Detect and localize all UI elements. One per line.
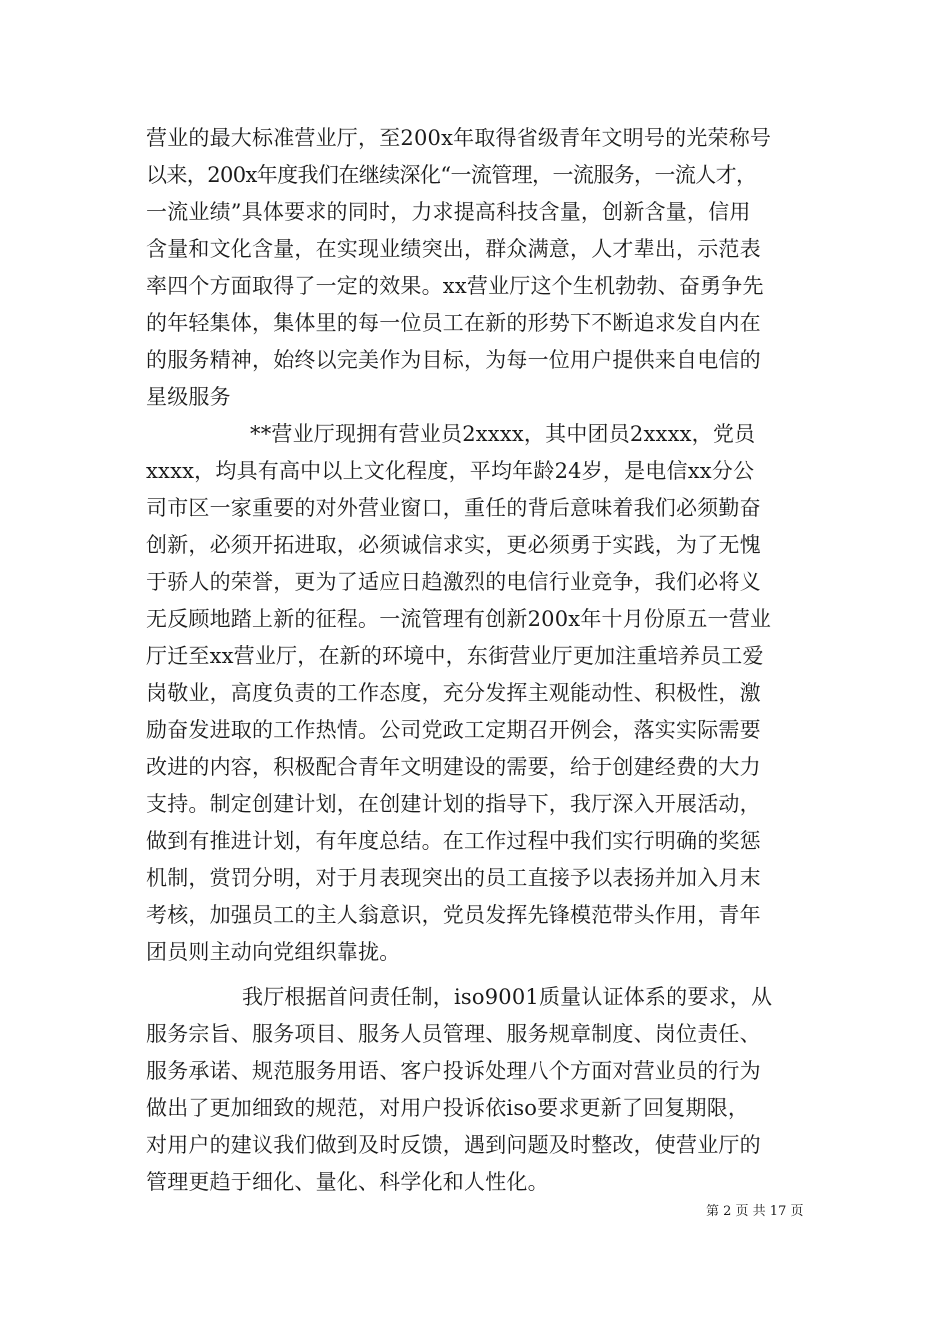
paragraph-line: 对用户的建议我们做到及时反馈，遇到问题及时整改，使营业厅的 [146,1133,761,1157]
paragraph-line: 的年轻集体，集体里的每一位员工在新的形势下不断追求发自内在 [146,311,761,335]
paragraph-line: 做到有推进计划，有年度总结。在工作过程中我们实行明确的奖惩 [146,829,761,853]
paragraph-line: 管理更趋于细化、量化、科学化和人性化。 [146,1170,549,1194]
paragraph-1 [146,120,810,416]
paragraph-line: 司市区一家重要的对外营业窗口，重任的背后意味着我们必须勤奋 [146,496,761,520]
paragraph-line: 服务承诺、规范服务用语、客户投诉处理八个方面对营业员的行为 [146,1059,761,1083]
paragraph-line: 支持。制定创建计划，在创建计划的指导下，我厅深入开展活动， [146,792,761,816]
paragraph-line: 服务宗旨、服务项目、服务人员管理、服务规章制度、岗位责任、 [146,1022,761,1046]
paragraph-line: 的服务精神，始终以完美作为目标，为每一位用户提供来自电信的 [146,348,761,372]
paragraph-line: xxxx，均具有高中以上文化程度，平均年龄24岁，是电信xx分公 [146,459,755,483]
paragraph-line: 改进的内容，积极配合青年文明建设的需要，给于创建经费的大力 [146,755,761,779]
paragraph-line: 含量和文化含量，在实现业绩突出，群众满意，人才辈出，示范表 [146,237,761,261]
paragraph-spacer [146,971,810,979]
paragraph-line: 创新，必须开拓进取，必须诚信求实，更必须勇于实践，为了无愧 [146,533,761,557]
paragraph-line: **营业厅现拥有营业员2xxxx，其中团员2xxxx，党员 [250,422,756,446]
paragraph-line: 厅迁至xx营业厅，在新的环境中，东街营业厅更加注重培养员工爱 [146,644,764,668]
paragraph-line: 团员则主动向党组织靠拢。 [146,940,401,964]
paragraph-line: 励奋发进取的工作热情。公司党政工定期召开例会，落实实际需要 [146,718,761,742]
paragraph-line: 机制，赏罚分明，对于月表现突出的员工直接予以表扬并加入月末 [146,866,761,890]
paragraph-line: 无反顾地踏上新的征程。一流管理有创新200x年十月份原五一营业 [146,607,772,631]
paragraph-line: 于骄人的荣誉，更为了适应日趋激烈的电信行业竞争，我们必将义 [146,570,761,594]
paragraph-3 [146,979,810,1201]
paragraph-line: 做出了更加细致的规范，对用户投诉依iso要求更新了回复期限， [146,1096,750,1120]
page-number-footer: 第 2 页 共 17 页 [706,1204,804,1219]
paragraph-line: 考核，加强员工的主人翁意识，党员发挥先锋模范带头作用，青年 [146,903,761,927]
paragraph-line: 以来，200x年度我们在继续深化“一流管理，一流服务，一流人才， [146,163,757,187]
paragraph-line: 我厅根据首问责任制，iso9001质量认证体系的要求，从 [242,985,773,1009]
paragraph-line: 岗敬业，高度负责的工作态度，充分发挥主观能动性、积极性，激 [146,681,761,705]
document-body [146,120,810,1201]
paragraph-2 [146,416,810,971]
paragraph-line: 营业的最大标准营业厅，至200x年取得省级青年文明号的光荣称号 [146,126,772,150]
paragraph-line: 星级服务 [146,385,231,409]
paragraph-line: 率四个方面取得了一定的效果。xx营业厅这个生机勃勃、奋勇争先 [146,274,764,298]
paragraph-line: 一流业绩”具体要求的同时，力求提高科技含量，创新含量，信用 [146,200,751,224]
